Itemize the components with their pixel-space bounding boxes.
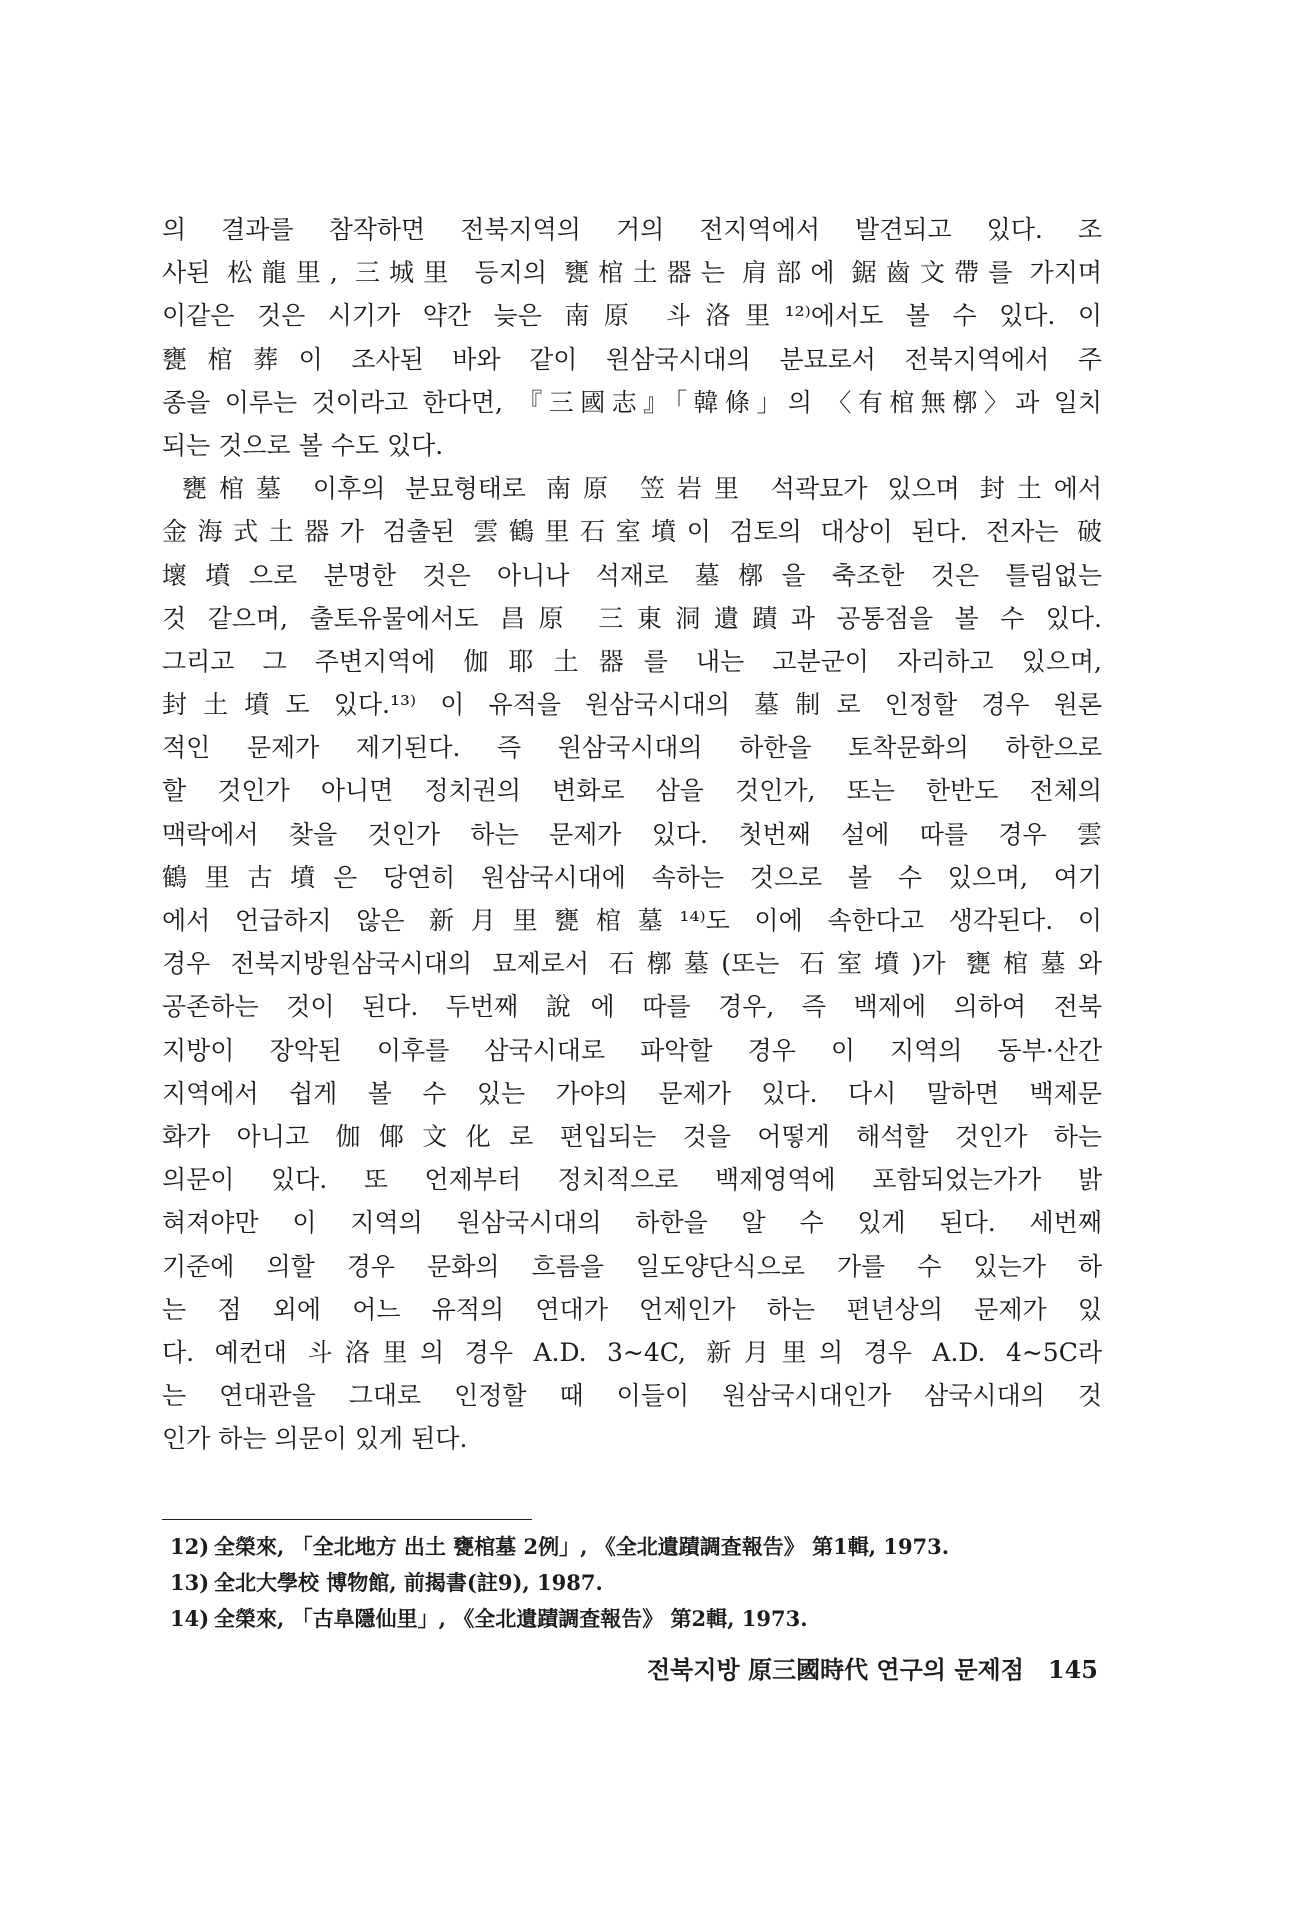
body-line: 甕棺墓 이후의 분묘형태로 南原 笠岩里 석곽묘가 있으며 封土에서 bbox=[182, 474, 1102, 504]
body-line: 金海式土器가 검출된 雲鶴里石室墳이 검토의 대상이 된다. 전자는 破 bbox=[162, 517, 1102, 547]
body-line: 경우 전북지방원삼국시대의 묘제로서 石槨墓(또는 石室墳)가 甕棺墓와 bbox=[162, 949, 1102, 979]
body-line: 壞墳으로 분명한 것은 아니나 석재로 墓槨을 축조한 것은 틀림없는 bbox=[162, 560, 1102, 590]
page-number: 145 bbox=[1047, 1655, 1098, 1684]
body-line: 의문이 있다. 또 언제부터 정치적으로 백제영역에 포함되었는가가 밝 bbox=[162, 1165, 1102, 1195]
body-line: 는 연대관을 그대로 인정할 때 이들이 원삼국시대인가 삼국시대의 것 bbox=[162, 1381, 1102, 1411]
body-line: 에서 언급하지 않은 新月里甕棺墓¹⁴⁾도 이에 속한다고 생각된다. 이 bbox=[162, 906, 1102, 935]
body-line: 기준에 의할 경우 문화의 흐름을 일도양단식으로 가를 수 있는가 하 bbox=[162, 1251, 1102, 1281]
body-line: 인가 하는 의문이 있게 된다. bbox=[162, 1424, 468, 1454]
body-line: 封土墳도 있다.¹³⁾ 이 유적을 원삼국시대의 墓制로 인정할 경우 원론 bbox=[162, 690, 1102, 720]
body-line: 는 점 외에 어느 유적의 연대가 언제인가 하는 편년상의 문제가 있 bbox=[162, 1294, 1102, 1324]
body-line: 이같은 것은 시기가 약간 늦은 南原 斗洛里¹²⁾에서도 볼 수 있다. 이 bbox=[162, 301, 1102, 331]
body-line: 할 것인가 아니면 정치권의 변화로 삼을 것인가, 또는 한반도 전체의 bbox=[162, 776, 1102, 806]
body-line: 의 결과를 참작하면 전북지역의 거의 전지역에서 발견되고 있다. 조 bbox=[162, 215, 1102, 244]
body-line: 되는 것으로 볼 수도 있다. bbox=[162, 430, 444, 460]
body-line: 공존하는 것이 된다. 두번째 說에 따를 경우, 즉 백제에 의하여 전북 bbox=[162, 992, 1102, 1022]
body-line: 다. 예컨대 斗洛里의 경우 A.D. 3~4C, 新月里의 경우 A.D. 4~5C라 bbox=[162, 1337, 1102, 1367]
footnote-12 bbox=[170, 1529, 1070, 1565]
footnotes bbox=[170, 1529, 1070, 1637]
footnote-text: 全榮來, 「全北地方 出土 甕棺墓 2例」, 《全北遺蹟調査報告》 第1輯, 1973. bbox=[214, 1534, 950, 1559]
body-line: 사된 松龍里, 三城里 등지의 甕棺土器는 肩部에 鋸齒文帶를 가지며 bbox=[162, 258, 1102, 288]
footnote-number: 14) bbox=[170, 1606, 210, 1631]
footnote-14 bbox=[170, 1601, 1070, 1637]
footnote-text: 全榮來, 「古阜隱仙里」, 《全北遺蹟調査報告》 第2輯, 1973. bbox=[214, 1606, 808, 1631]
body-line: 혀져야만 이 지역의 원삼국시대의 하한을 알 수 있게 된다. 세번째 bbox=[162, 1208, 1102, 1238]
running-footer bbox=[647, 1652, 1098, 1688]
body-line: 지역에서 쉽게 볼 수 있는 가야의 문제가 있다. 다시 말하면 백제문 bbox=[162, 1078, 1102, 1108]
body-line: 그리고 그 주변지역에 伽耶土器를 내는 고분군이 자리하고 있으며, bbox=[162, 646, 1102, 676]
body-line: 맥락에서 찾을 것인가 하는 문제가 있다. 첫번째 설에 따를 경우 雲 bbox=[162, 819, 1102, 849]
footnote-number: 12) bbox=[170, 1534, 210, 1559]
body-line: 甕棺葬이 조사된 바와 같이 원삼국시대의 분묘로서 전북지역에서 주 bbox=[162, 344, 1102, 374]
body-line: 화가 아니고 伽倻文化로 편입되는 것을 어떻게 해석할 것인가 하는 bbox=[162, 1121, 1102, 1151]
footnote-divider bbox=[162, 1519, 532, 1520]
running-footer-title: 전북지방 原三國時代 연구의 문제점 bbox=[646, 1655, 1024, 1684]
body-line: 지방이 장악된 이후를 삼국시대로 파악할 경우 이 지역의 동부·산간 bbox=[162, 1035, 1102, 1065]
body-text bbox=[162, 208, 1102, 1460]
body-line: 것 같으며, 출토유물에서도 昌原 三東洞遺蹟과 공통점을 볼 수 있다. bbox=[162, 603, 1102, 633]
body-line: 鶴里古墳은 당연히 원삼국시대에 속하는 것으로 볼 수 있으며, 여기 bbox=[162, 862, 1102, 892]
body-line: 적인 문제가 제기된다. 즉 원삼국시대의 하한을 토착문화의 하한으로 bbox=[162, 733, 1102, 763]
footnote-number: 13) bbox=[170, 1570, 210, 1595]
footnote-13 bbox=[170, 1565, 1070, 1601]
body-line: 종을 이루는 것이라고 한다면, 『三國志』「韓條」의 〈有棺無槨〉과 일치 bbox=[162, 387, 1102, 417]
footnote-text: 全北大學校 博物館, 前揭書(註9), 1987. bbox=[214, 1570, 603, 1595]
